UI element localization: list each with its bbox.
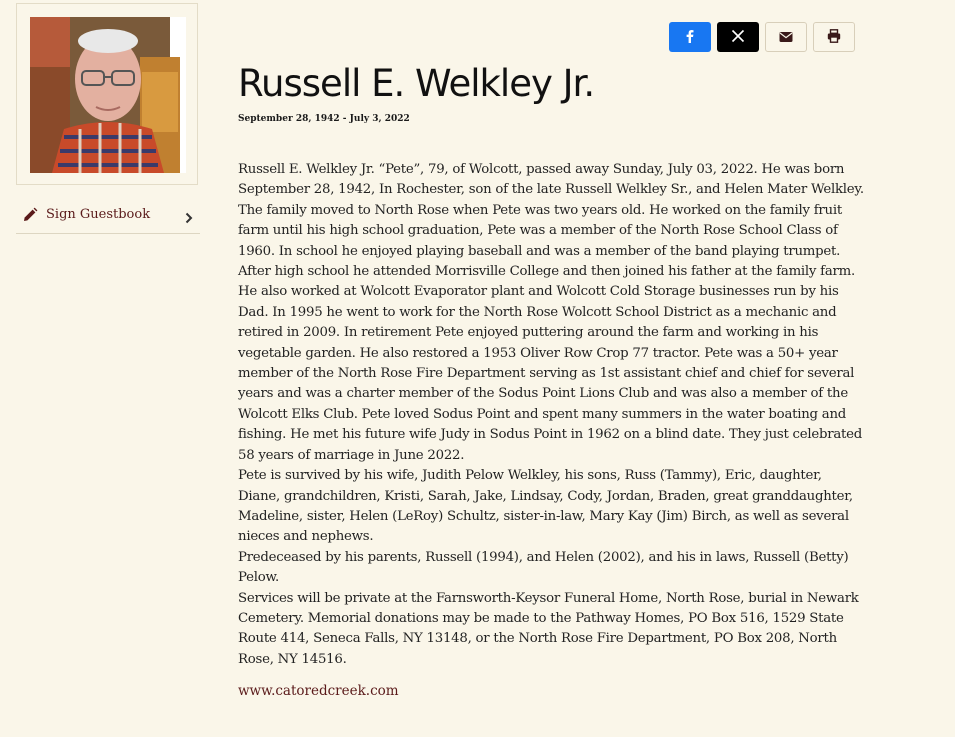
- chevron-right-icon: [184, 209, 194, 221]
- x-icon: [731, 28, 745, 47]
- print-button[interactable]: [813, 22, 855, 52]
- facebook-icon: [683, 28, 697, 47]
- obituary-paragraph: Predeceased by his parents, Russell (1994), and Helen (2002), and his in laws, Russell (Betty) Pelow.: [238, 549, 849, 586]
- obituary-text: [238, 160, 866, 670]
- portrait-frame: [16, 3, 198, 185]
- x-share-button[interactable]: [717, 22, 759, 52]
- email-share-button[interactable]: [765, 22, 807, 52]
- share-buttons: [669, 22, 855, 52]
- portrait-photo: [30, 17, 186, 173]
- website-link[interactable]: www.catoredcreek.com: [238, 683, 399, 699]
- envelope-icon: [779, 28, 793, 47]
- deceased-name: Russell E. Welkley Jr.: [238, 62, 595, 105]
- sign-guestbook-button[interactable]: [16, 196, 200, 234]
- facebook-share-button[interactable]: [669, 22, 711, 52]
- printer-icon: [827, 28, 841, 47]
- obituary-paragraph: Russell E. Welkley Jr. “Pete”, 79, of Wolcott, passed away Sunday, July 03, 2022. He was born September 28, 1942, In Rochester, son of the late Russell Welkley Sr., and Helen Mater Welkley. The family moved to North Rose when Pete was two years old. He worked on the family fruit farm until his high school graduation, Pete was a member of the North Rose School Class of 1960. In school he enjoyed playing baseball and was a member of the band playing trumpet. After high school he attended Morrisville College and then joined his father at the family farm. He also worked at Wolcott Evaporator plant and Wolcott Cold Storage businesses run by his Dad. In 1995 he went to work for the North Rose Wolcott School District as a mechanic and retired in 2009. In retirement Pete enjoyed puttering around the farm and working in his vegetable garden. He also restored a 1953 Oliver Row Crop 77 tractor. Pete was a 50+ year member of the North Rose Fire Department serving as 1st assistant chief and chief for several years and was a charter member of the Sodus Point Lions Club and was also a member of the Wolcott Elks Club. Pete loved Sodus Point and spent many summers in the water boating and fishing. He met his future wife Judy in Sodus Point in 1962 on a blind date. They just celebrated 58 years of marriage in June 2022.: [238, 162, 864, 463]
- obituary-paragraph: Pete is survived by his wife, Judith Pelow Welkley, his sons, Russ (Tammy), Eric, daughter, Diane, grandchildren, Kristi, Sarah, Jake, Lindsay, Cody, Jordan, Braden, great granddaughter, Madeline, sister, Helen (LeRoy) Schultz, sister-in-law, Mary Kay (Jim) Birch, as well as several nieces and nephews.: [238, 468, 853, 545]
- sign-guestbook-label: Sign Guestbook: [46, 207, 151, 222]
- life-dates: September 28, 1942 - July 3, 2022: [238, 114, 410, 124]
- pencil-icon: [22, 207, 38, 223]
- obituary-paragraph: Services will be private at the Farnsworth-Keysor Funeral Home, North Rose, burial in Newark Cemetery. Memorial donations may be made to the Pathway Homes, PO Box 516, 1529 State Route 414, Seneca Falls, NY 13148, or the North Rose Fire Department, PO Box 208, North Rose, NY 14516.: [238, 590, 859, 667]
